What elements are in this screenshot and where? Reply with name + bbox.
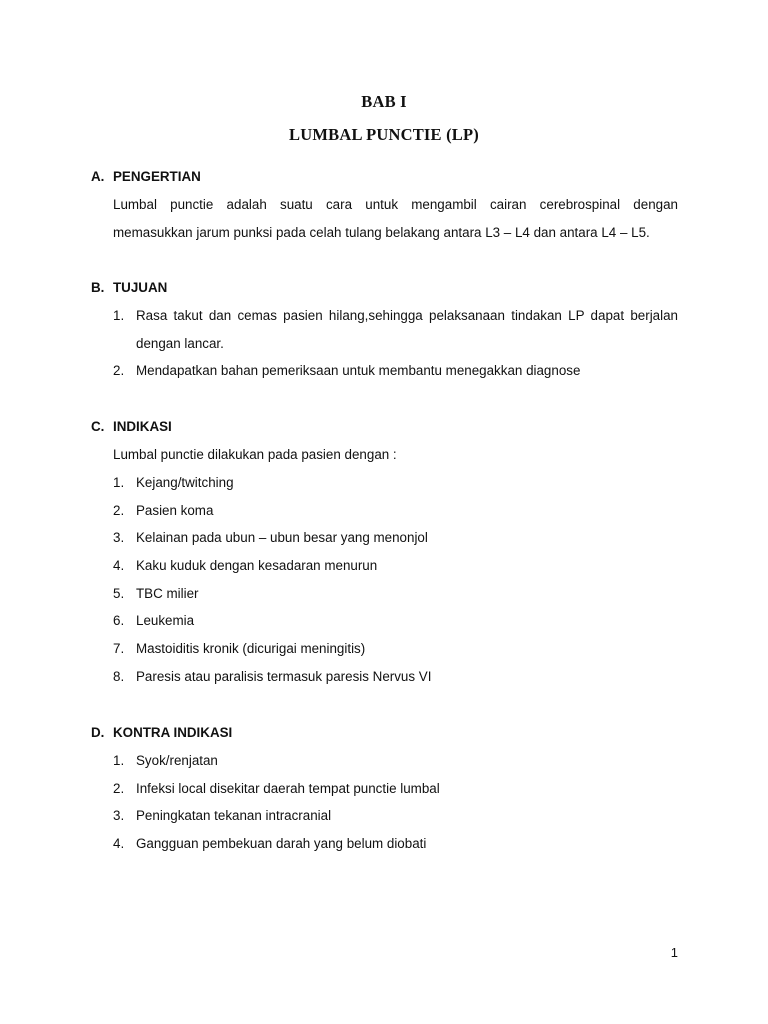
section-title: TUJUAN (113, 280, 168, 295)
list-item-text: Kaku kuduk dengan kesadaran menurun (136, 558, 378, 573)
list-number: 2. (113, 363, 125, 378)
list-number: 4. (113, 836, 125, 851)
list-number: 3. (113, 808, 125, 823)
section-letter: C. (91, 419, 105, 434)
list-number: 1. (113, 308, 125, 323)
list-item-text: Pasien koma (136, 503, 214, 518)
section-title: KONTRA INDIKASI (113, 725, 233, 740)
chapter-heading: BAB I (361, 92, 407, 111)
list-number: 5. (113, 586, 125, 601)
list-item-text: Peningkatan tekanan intracranial (136, 808, 332, 823)
list-item-text: Kelainan pada ubun – ubun besar yang menonjol (136, 530, 428, 545)
list-number: 3. (113, 530, 125, 545)
list-number: 7. (113, 641, 125, 656)
list-number: 8. (113, 669, 125, 684)
list-item-text: Rasa takut dan cemas pasien hilang,sehingga pelaksanaan tindakan LP dapat berjalan (136, 308, 678, 323)
list-item-text: TBC milier (136, 586, 199, 601)
list-item-text: Paresis atau paralisis termasuk paresis Nervus VI (136, 669, 432, 684)
list-number: 2. (113, 503, 125, 518)
list-number: 4. (113, 558, 125, 573)
paragraph-line: Lumbal punctie adalah suatu cara untuk mengambil cairan cerebrospinal dengan (113, 197, 678, 212)
section-title: INDIKASI (113, 419, 172, 434)
list-item-text: Mastoiditis kronik (dicurigai meningitis) (136, 641, 366, 656)
page-number: 1 (670, 945, 678, 960)
section-letter: B. (91, 280, 105, 295)
list-number: 2. (113, 781, 125, 796)
list-item-text: Leukemia (136, 613, 195, 628)
list-item-text: Mendapatkan bahan pemeriksaan untuk membantu menegakkan diagnose (136, 363, 581, 378)
list-item-text: Gangguan pembekuan darah yang belum diobati (136, 836, 427, 851)
section-title: PENGERTIAN (113, 169, 201, 184)
list-number: 1. (113, 753, 125, 768)
document-title: LUMBAL PUNCTIE (LP) (289, 125, 479, 144)
section-intro: Lumbal punctie dilakukan pada pasien dengan : (113, 447, 397, 462)
list-item-text: Syok/renjatan (136, 753, 218, 768)
list-item-text: dengan lancar. (136, 336, 224, 351)
section-letter: D. (91, 725, 105, 740)
list-item-text: Infeksi local disekitar daerah tempat punctie lumbal (136, 781, 440, 796)
list-number: 6. (113, 613, 125, 628)
list-item-text: Kejang/twitching (136, 475, 234, 490)
section-letter: A. (91, 169, 105, 184)
list-number: 1. (113, 475, 125, 490)
paragraph-line: memasukkan jarum punksi pada celah tulang belakang antara L3 – L4 dan antara L4 – L5. (113, 225, 650, 240)
